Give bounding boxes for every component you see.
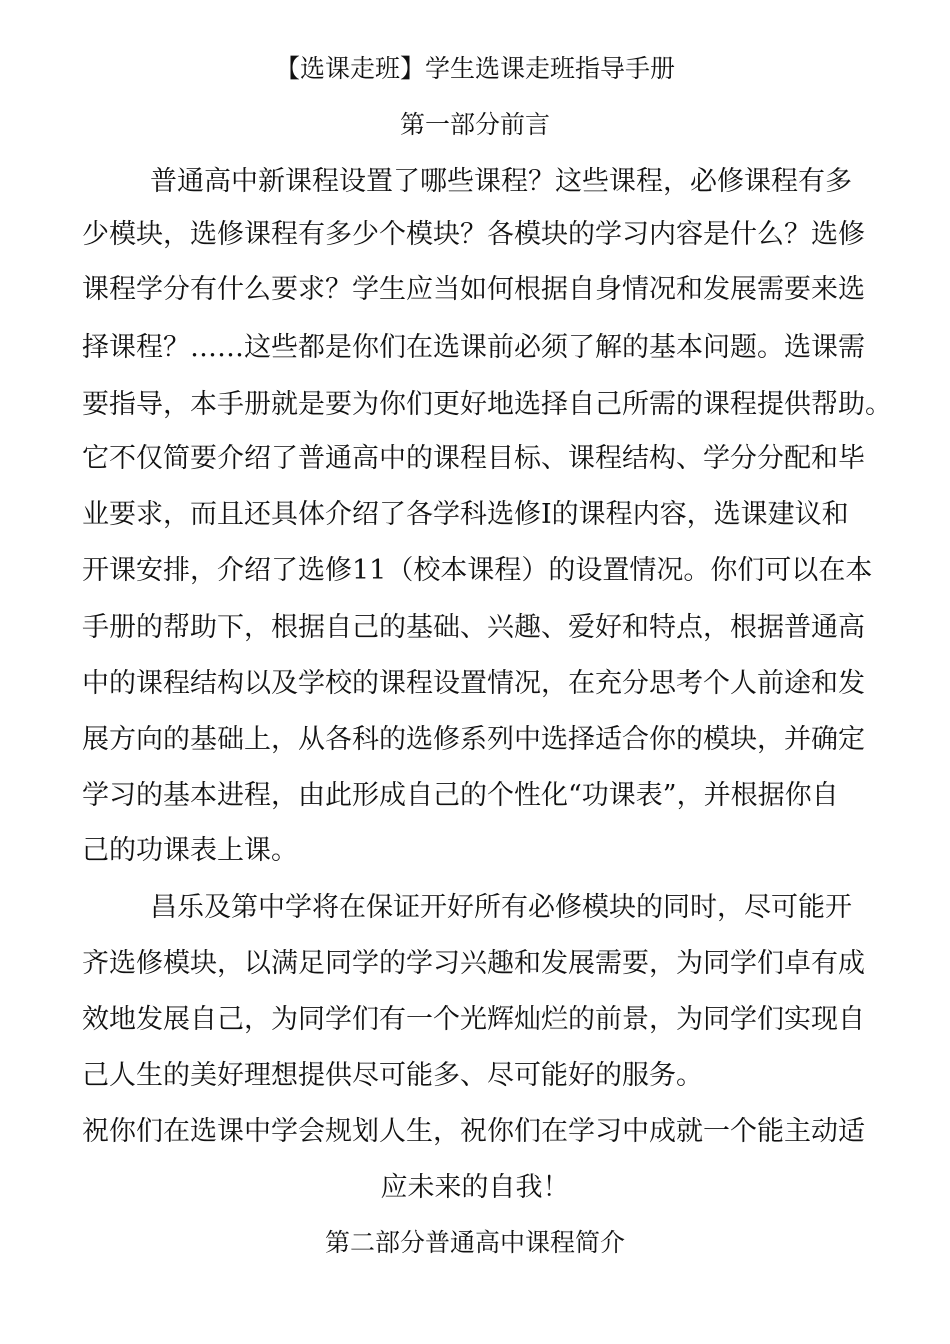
text-line: 己的功课表上课。 — [82, 835, 298, 866]
text-line: 展方向的基础上，从各科的选修系列中选择适合你的模块，并确定 — [82, 724, 865, 755]
section-heading-preface: 第一部分前言 — [399, 110, 550, 139]
text-line: 中的课程结构以及学校的课程设置情况，在充分思考个人前途和发 — [82, 668, 865, 699]
text-line: 开课安排，介绍了选修11（校本课程）的设置情况。你们可以在本 — [82, 555, 873, 586]
text-line: 效地发展自己，为同学们有一个光辉灿烂的前景，为同学们实现自 — [82, 1004, 865, 1035]
text-line: 课程学分有什么要求？学生应当如何根据自身情况和发展需要来选 — [82, 274, 865, 305]
text-line: 手册的帮助下，根据自己的基础、兴趣、爱好和特点，根据普通高 — [82, 612, 865, 643]
text-line: 择课程？……这些都是你们在选课前必须了解的基本问题。选课需 — [82, 332, 865, 363]
text-line: 普通高中新课程设置了哪些课程？这些课程，必修课程有多 — [150, 166, 852, 197]
text-line: 祝你们在选课中学会规划人生，祝你们在学习中成就一个能主动适 — [82, 1116, 865, 1147]
text-line: 己人生的美好理想提供尽可能多、尽可能好的服务。 — [82, 1060, 703, 1091]
text-line: 少模块，选修课程有多少个模块？各模块的学习内容是什么？选修 — [82, 219, 865, 250]
section-heading-course-intro: 第二部分普通高中课程简介 — [324, 1228, 625, 1257]
document-title: 【选课走班】学生选课走班指导手册 — [274, 54, 675, 83]
text-line: 它不仅简要介绍了普通高中的课程目标、课程结构、学分分配和毕 — [82, 443, 865, 474]
text-line: 齐选修模块，以满足同学的学习兴趣和发展需要，为同学们卓有成 — [82, 948, 865, 979]
text-line: 昌乐及第中学将在保证开好所有必修模块的同时，尽可能开 — [150, 892, 852, 923]
text-line: 学习的基本进程，由此形成自己的个性化“功课表”，并根据你自 — [82, 780, 839, 811]
text-line: 应未来的自我！ — [380, 1172, 570, 1203]
text-line: 要指导，本手册就是要为你们更好地选择自己所需的课程提供帮助。 — [82, 389, 892, 420]
text-line: 业要求，而且还具体介绍了各学科选修I的课程内容，选课建议和 — [82, 499, 849, 530]
